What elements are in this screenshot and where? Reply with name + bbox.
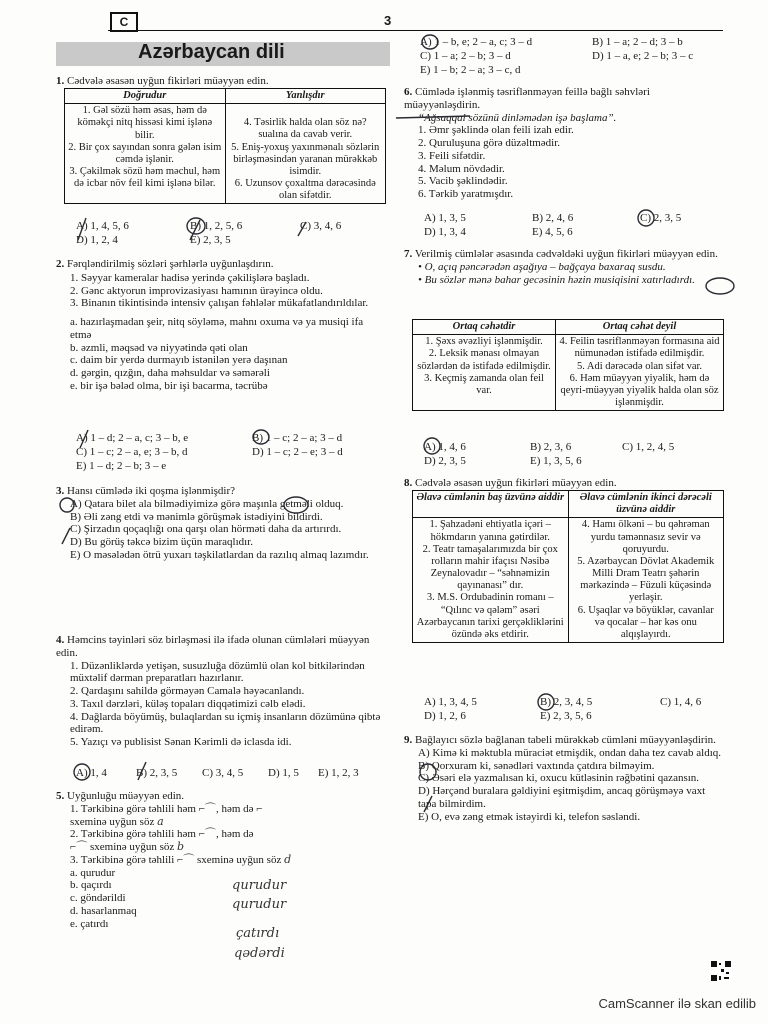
q9-option-c[interactable]: C) Əsəri elə yazmalısan ki, oxucu kütləsinin rəğbətini qazansın. [418,772,700,785]
q1-left-2: 2. Bir çox sayından sonra gələn isim cəmdə işlənir. [68,141,222,165]
pen-circle-q4-a [74,764,90,780]
q7-head-not: Ortaq cəhət deyil [556,320,724,335]
q4-item-1: 1. Düzənliklərdə yetişən, susuzluğa dözümlü olan kol bitkilərindən müxtəlif dərman preparatları hazırlanır. [70,659,365,685]
q2-option-c[interactable]: C) 1 – c; 2 – a, e; 3 – b, d [76,446,188,458]
pen-stroke-q2-a [80,430,88,448]
q6-option-d[interactable]: D) 1, 3, 4 [424,226,466,238]
q5-item-1b: , həm də [215,802,254,815]
q4-option-c[interactable]: C) 3, 4, 5 [202,767,244,779]
q2-def-d: d. gərgin, qızğın, daha məhsuldar və səmərəli [70,367,270,379]
q7-left-1: 1. Şəxs əvəzliyi işlənmişdir. [425,336,543,348]
q4-option-e[interactable]: E) 1, 2, 3 [318,767,359,779]
q1-option-c[interactable]: C) 3, 4, 6 [300,220,342,232]
q2-option-e[interactable]: E) 1 – d; 2 – b; 3 – e [76,460,167,472]
q7-right-4: 4. Feilin təsriflənməyən formasına aid nümunədən istifadə edilmişdir. [559,336,720,360]
q2-option-a[interactable]: A) 1 – d; 2 – a, c; 3 – b, e [76,432,189,444]
q8-option-e[interactable]: E) 2, 3, 5, 6 [540,710,592,722]
q5-def-d: d. hasarlanmaq [70,904,137,917]
q8-option-c[interactable]: C) 1, 4, 6 [660,696,702,708]
q8-text: Cədvələ əsasən uyğun fikirləri müəyyən edin. [415,477,617,489]
q7-option-e[interactable]: E) 1, 3, 5, 6 [530,455,582,467]
pen-circle-q1-b [187,218,205,234]
camscanner-footer: CamScanner ilə skan edilib [598,996,756,1011]
q6-quote: “Ağsaqqal sözünü dinləmədən işə başlama”. [418,111,617,124]
q6-option-b[interactable]: B) 2, 4, 6 [532,212,574,224]
q5-option-d[interactable]: D) 1 – a, e; 2 – b; 3 – c [592,50,694,62]
q8-head-left: Əlavə cümlənin baş üzvünə aiddir [413,491,569,518]
q1-option-a[interactable]: A) 1, 4, 5, 6 [76,220,129,232]
q1-right-4: 4. Təsirlik halda olan söz nə? sualına da cavab verir. [243,117,367,141]
q8-right-6: 6. Uşaqlar və böyüklər, cavanlar və qocalar – hər kəs onu alqışlayırdı. [577,604,714,640]
q7-option-d[interactable]: D) 2, 3, 5 [424,455,466,467]
pen-circle-q7-a [424,438,440,454]
q4-option-a[interactable]: A) 1, 4 [76,767,107,779]
variant-box: C [110,12,138,32]
q1-text: Cədvələ əsasən uyğun fikirləri müəyyən edin. [67,75,269,87]
q1-option-e[interactable]: E) 2, 3, 5 [190,234,231,246]
morpheme-scheme-1: ⌐⌒ [198,802,216,815]
morpheme-scheme-2: ⌐ [256,802,263,815]
q6-option-e[interactable]: E) 4, 5, 6 [532,226,573,238]
morpheme-scheme-5: ⌐⌒ [177,853,195,866]
pen-stroke-q1-a [78,218,86,240]
q3-option-c[interactable]: C) Şirzadın qoçaqlığı ona qarşı olan hörməti daha da artırırdı. [70,523,342,536]
q2-def-a: a. hazırlaşmadan şeir, nitq söyləmə, mahnı oxuma və ya musiqi ifa etmə [70,316,364,341]
q1-head-true: Doğrudur [65,89,226,104]
q5-hw-a: qurudur [232,878,287,893]
qr-code-icon [710,960,732,982]
q7-head-common: Ortaq cəhətdir [413,320,556,335]
q7-right-6: 6. Həm müəyyən yiyəlik, həm də qeyri-müəyyən yiyəlik halda olan söz işlənmişdir. [560,372,719,409]
pen-stroke-q9-b [424,796,432,812]
q5-item-2b: , həm də [215,828,254,841]
pen-circle-q7-susdu [706,278,734,294]
q6-item-2: 2. Quruluşuna görə düzəltmədir. [418,137,561,149]
q4-number: 4. [56,634,65,646]
pen-stroke-q3-b [62,528,70,544]
q7-text: Verilmiş cümlələr əsasında cədvəldəki uyğun fikirləri müəyyən edin. [414,248,718,260]
q8-right-5: 5. Azərbaycan Dövlət Akademik Milli Dram Teatrı şəhərin mərkəzində – Füzuli küçəsində yerləşir. [577,555,715,604]
pen-stroke-q1-b [190,220,200,240]
q3-option-a[interactable]: A) Qatara bilet ala bilmədiyimizə görə maşınla getməli olduq. [70,497,344,510]
q5-item-3a: 3. Tərkibinə görə təhlili [70,853,175,866]
q1-left-3: 3. Çəkilmək sözü həm məchul, həm də icbar növ feil kimi işlənə bilər. [69,166,221,190]
q5-def-b: b. qaçırdı [70,879,112,892]
q4-option-b[interactable]: B) 2, 3, 5 [136,767,178,779]
q5-hw-d: qədərdi [234,946,285,961]
q9-number: 9. [404,734,413,746]
subject-title: Azərbaycan dili [138,41,285,63]
q6-option-c[interactable]: C) 2, 3, 5 [640,212,682,224]
q5-option-e[interactable]: E) 1 – b; 2 – a; 3 – c, d [420,64,521,76]
q9-text: Bağlayıcı sözlə bağlanan tabeli mürəkkəb cümləni müəyyənləşdirin. [415,734,716,746]
q7-number: 7. [404,248,413,260]
q9-option-e[interactable]: E) O, evə zəng etmək istəyirdi ki, telefon səsləndi. [418,810,641,823]
q3-number: 3. [56,485,65,497]
q1-number: 1. [56,75,65,87]
q4-item-3: 3. Taxıl dərzləri, küləş topaları diqqətimizi cəlb elədi. [70,697,306,710]
q2-item-2: 2. Gənc aktyorun improvizasiyası hamının ürəyincə oldu. [70,284,323,297]
q3-option-b[interactable]: B) Əli zəng etdi və mənimlə görüşmək istədiyini bildirdi. [70,510,323,523]
q2-item-1: 1. Səyyar kameralar hadisə yerində çəkilişlərə başladı. [70,271,310,284]
q3-option-d[interactable]: D) Bu görüş təkcə bizim üçün maraqlıdır. [70,536,253,548]
page-number: 3 [384,13,392,28]
q5-item-2a: 2. Tərkibinə görə təhlili həm [70,828,196,841]
q5-option-a[interactable]: A) 1 – b, e; 2 – a, c; 3 – d [420,36,533,48]
q6-text: Cümlədə işlənmiş təsriflənməyən feillə bağlı səhvləri müəyyənləşdirin. [404,86,650,111]
q6-item-3: 3. Feili sifətdir. [418,149,486,162]
q1-head-false: Yanlışdır [225,89,386,104]
q5-option-c[interactable]: C) 1 – a; 2 – b; 3 – d [420,50,511,62]
q7-option-c[interactable]: C) 1, 2, 4, 5 [622,441,675,453]
q9-option-b[interactable]: B) Qorxuram ki, sənədləri vaxtında çatdıra bilməyim. [418,759,655,772]
pen-circle-q5-a [422,35,438,49]
q5-def-c: c. göndərildi [70,892,126,904]
q4-option-d[interactable]: D) 1, 5 [268,767,299,779]
q1-option-d[interactable]: D) 1, 2, 4 [76,234,118,246]
q1-right-5: 5. Eniş-yoxuş yaxınmənalı sözlərin birləşməsindən yaranan mürəkkəb isimdir. [231,141,380,177]
pen-stroke-q4-b [138,762,146,780]
q4-item-5: 5. Yazıçı və publisist Sənan Kərimli də iclasda idi. [70,736,292,748]
morpheme-scheme-4: ⌐⌒ [70,841,88,853]
pen-stroke-q1-c [298,222,306,236]
q6-item-1: 1. Əmr şəklində olan feili izah edir. [418,124,574,137]
q1-left-1: 1. Gəl sözü həm əsas, həm də köməkçi nitq hissəsi kimi işlənə bilir. [77,105,213,141]
q5-hw-2: b [177,840,185,853]
q5-hw-3: d [284,852,292,866]
q2-option-b[interactable]: B) 1 – c; 2 – a; 3 – d [252,432,343,444]
q5-item-2c: sxeminə uyğun söz [89,841,175,853]
pen-circle-q2-b [253,430,269,444]
q2-text: Fərqləndirilmiş sözləri şərhlərlə uyğunlaşdırın. [67,258,274,270]
pen-circle-q9-a [420,764,436,780]
q5-item-1a: 1. Tərkibinə görə təhlili həm [70,802,196,815]
q8-option-a[interactable]: A) 1, 3, 4, 5 [424,696,477,708]
q5-number: 5. [56,790,65,802]
q7-right-5: 5. Adi dərəcədə olan sifət var. [576,360,703,372]
q8-head-right: Əlavə cümlənin ikinci dərəcəli üzvünə aiddir [568,491,724,518]
q5-def-e: e. çatırdı [70,917,109,930]
q8-left-2: 2. Teatr tamaşalarımızda bir çox rolların mahir ifaçısı Nəsibə Zeynalovadır – “səhnəmizin qayınanası” dır. [422,543,558,592]
q6-number: 6. [404,86,413,98]
q6-item-4: 4. Məlum növdədir. [418,162,505,175]
q8-left-3: 3. M.S. Ordubadinin romanı – “Qılınc və qələm” əsəri Azərbaycanın tarixi gerçəkliklərini özündə əks etdirir. [416,592,564,640]
q2-def-b: b. əzmli, məqsəd və niyyətində qəti olan [70,341,248,354]
q2-number: 2. [56,258,65,270]
pen-circle-q3-a [60,498,74,512]
q7-left-3: 3. Keçmiş zamanda olan feil var. [424,372,544,396]
q9-option-a[interactable]: A) Kimə ki məktubla müraciət etmişdik, ondan daha tez cavab aldıq. [418,746,722,759]
q8-left-1: 1. Şahzadəni ehtiyatla içəri – hökmdarın yanına gətirdilər. [429,519,552,543]
q4-text: Həmcins təyinləri söz birləşməsi ilə ifadə olunan cümlələri müəyyən edin. [56,634,370,659]
q8-option-d[interactable]: D) 1, 2, 6 [424,710,466,722]
q7-left-2: 2. Leksik mənası olmayan sözlərdən də istifadə edilmişdir. [417,348,551,372]
q6-option-a[interactable]: A) 1, 3, 5 [424,212,466,224]
q9-option-d[interactable]: D) Hərçənd buralara gəldiyini eşitmişdim, ancaq görüşməyə vaxt tapa bilmirdim. [418,785,706,810]
question-7: 7. Verilmiş cümlələr əsasında cədvəldəki uyğun fikirləri müəyyən edin. • O, açıq pəncərədən aşağıya – bağçaya baxaraq susdu. • Bu sözlər mənə bahar gecəsinin həzin musiqisini xatırladırdı. [404,248,718,286]
q7-bullet-1: O, açıq pəncərədən aşağıya – bağçaya baxaraq susdu. [424,260,666,273]
q8-right-4: 4. Hamı ölkəni – bu qəhrəman yurdu təmənnasız sevir və qoruyurdu. [581,519,710,555]
q5-item-3b: sxeminə uyğun söz [197,853,282,866]
q3-text: Hansı cümlədə iki qoşma işlənmişdir? [67,485,236,497]
q3-option-e[interactable]: E) O məsələdən ötrü yuxarı təşkilatlardan da razılıq almaq lazımdır. [70,548,369,561]
q5-text: Uyğunluğu müəyyən edin. [67,790,185,802]
q4-item-2: 2. Qardaşını sahildə görməyən Camalə həyəcanlandı. [70,685,305,697]
q5-hw-1: a [157,814,164,828]
q2-def-c: c. daim bir yerdə durmayıb istənilən yerə daşınan [70,354,288,367]
pen-circle-q3-gore [284,497,308,513]
q2-item-3: 3. Binanın tikintisində intensiv çalışan fəhlələr mükafatlandırıldılar. [70,297,369,310]
q1-right-6: 6. Uzunsov çoxaltma dərəcəsində olan sifətdir. [234,178,376,202]
q8-number: 8. [404,477,413,489]
q7-option-a[interactable]: A) 1, 4, 6 [424,441,466,453]
q2-option-d[interactable]: D) 1 – c; 2 – e; 3 – d [252,446,343,458]
q5-option-b[interactable]: B) 1 – a; 2 – d; 3 – b [592,36,683,48]
q5-hw-b: qurudur [232,897,287,912]
pen-circle-q6-c [638,210,654,226]
q1-option-b[interactable]: B) 1, 2, 5, 6 [190,220,243,232]
q5-hw-c: çatırdı [236,926,280,941]
q6-item-6: 6. Tərkib yaratmışdır. [418,188,514,200]
pen-underline-q6 [396,116,470,118]
morpheme-scheme-3: ⌐⌒ [198,828,216,841]
q7-bullet-2: Bu sözlər mənə bahar gecəsinin həzin musiqisini xatırladırdı. [424,273,695,286]
q2-def-e: e. bir işə bələd olma, bir işi bacarma, təcrübə [70,379,268,392]
q8-option-b[interactable]: B) 2, 3, 4, 5 [540,696,593,708]
q4-item-4: 4. Dağlarda böyümüş, bulaqlardan su içmiş insanların dözümünə qibtə edirəm. [70,710,381,736]
q5-def-a: a. qurudur [70,866,116,879]
q5-item-1c: sxeminə uyğun söz [70,815,155,828]
q7-option-b[interactable]: B) 2, 3, 6 [530,441,572,453]
pen-circle-q8-b [538,694,554,710]
q6-item-5: 5. Vacib şəklindədir. [418,175,508,188]
